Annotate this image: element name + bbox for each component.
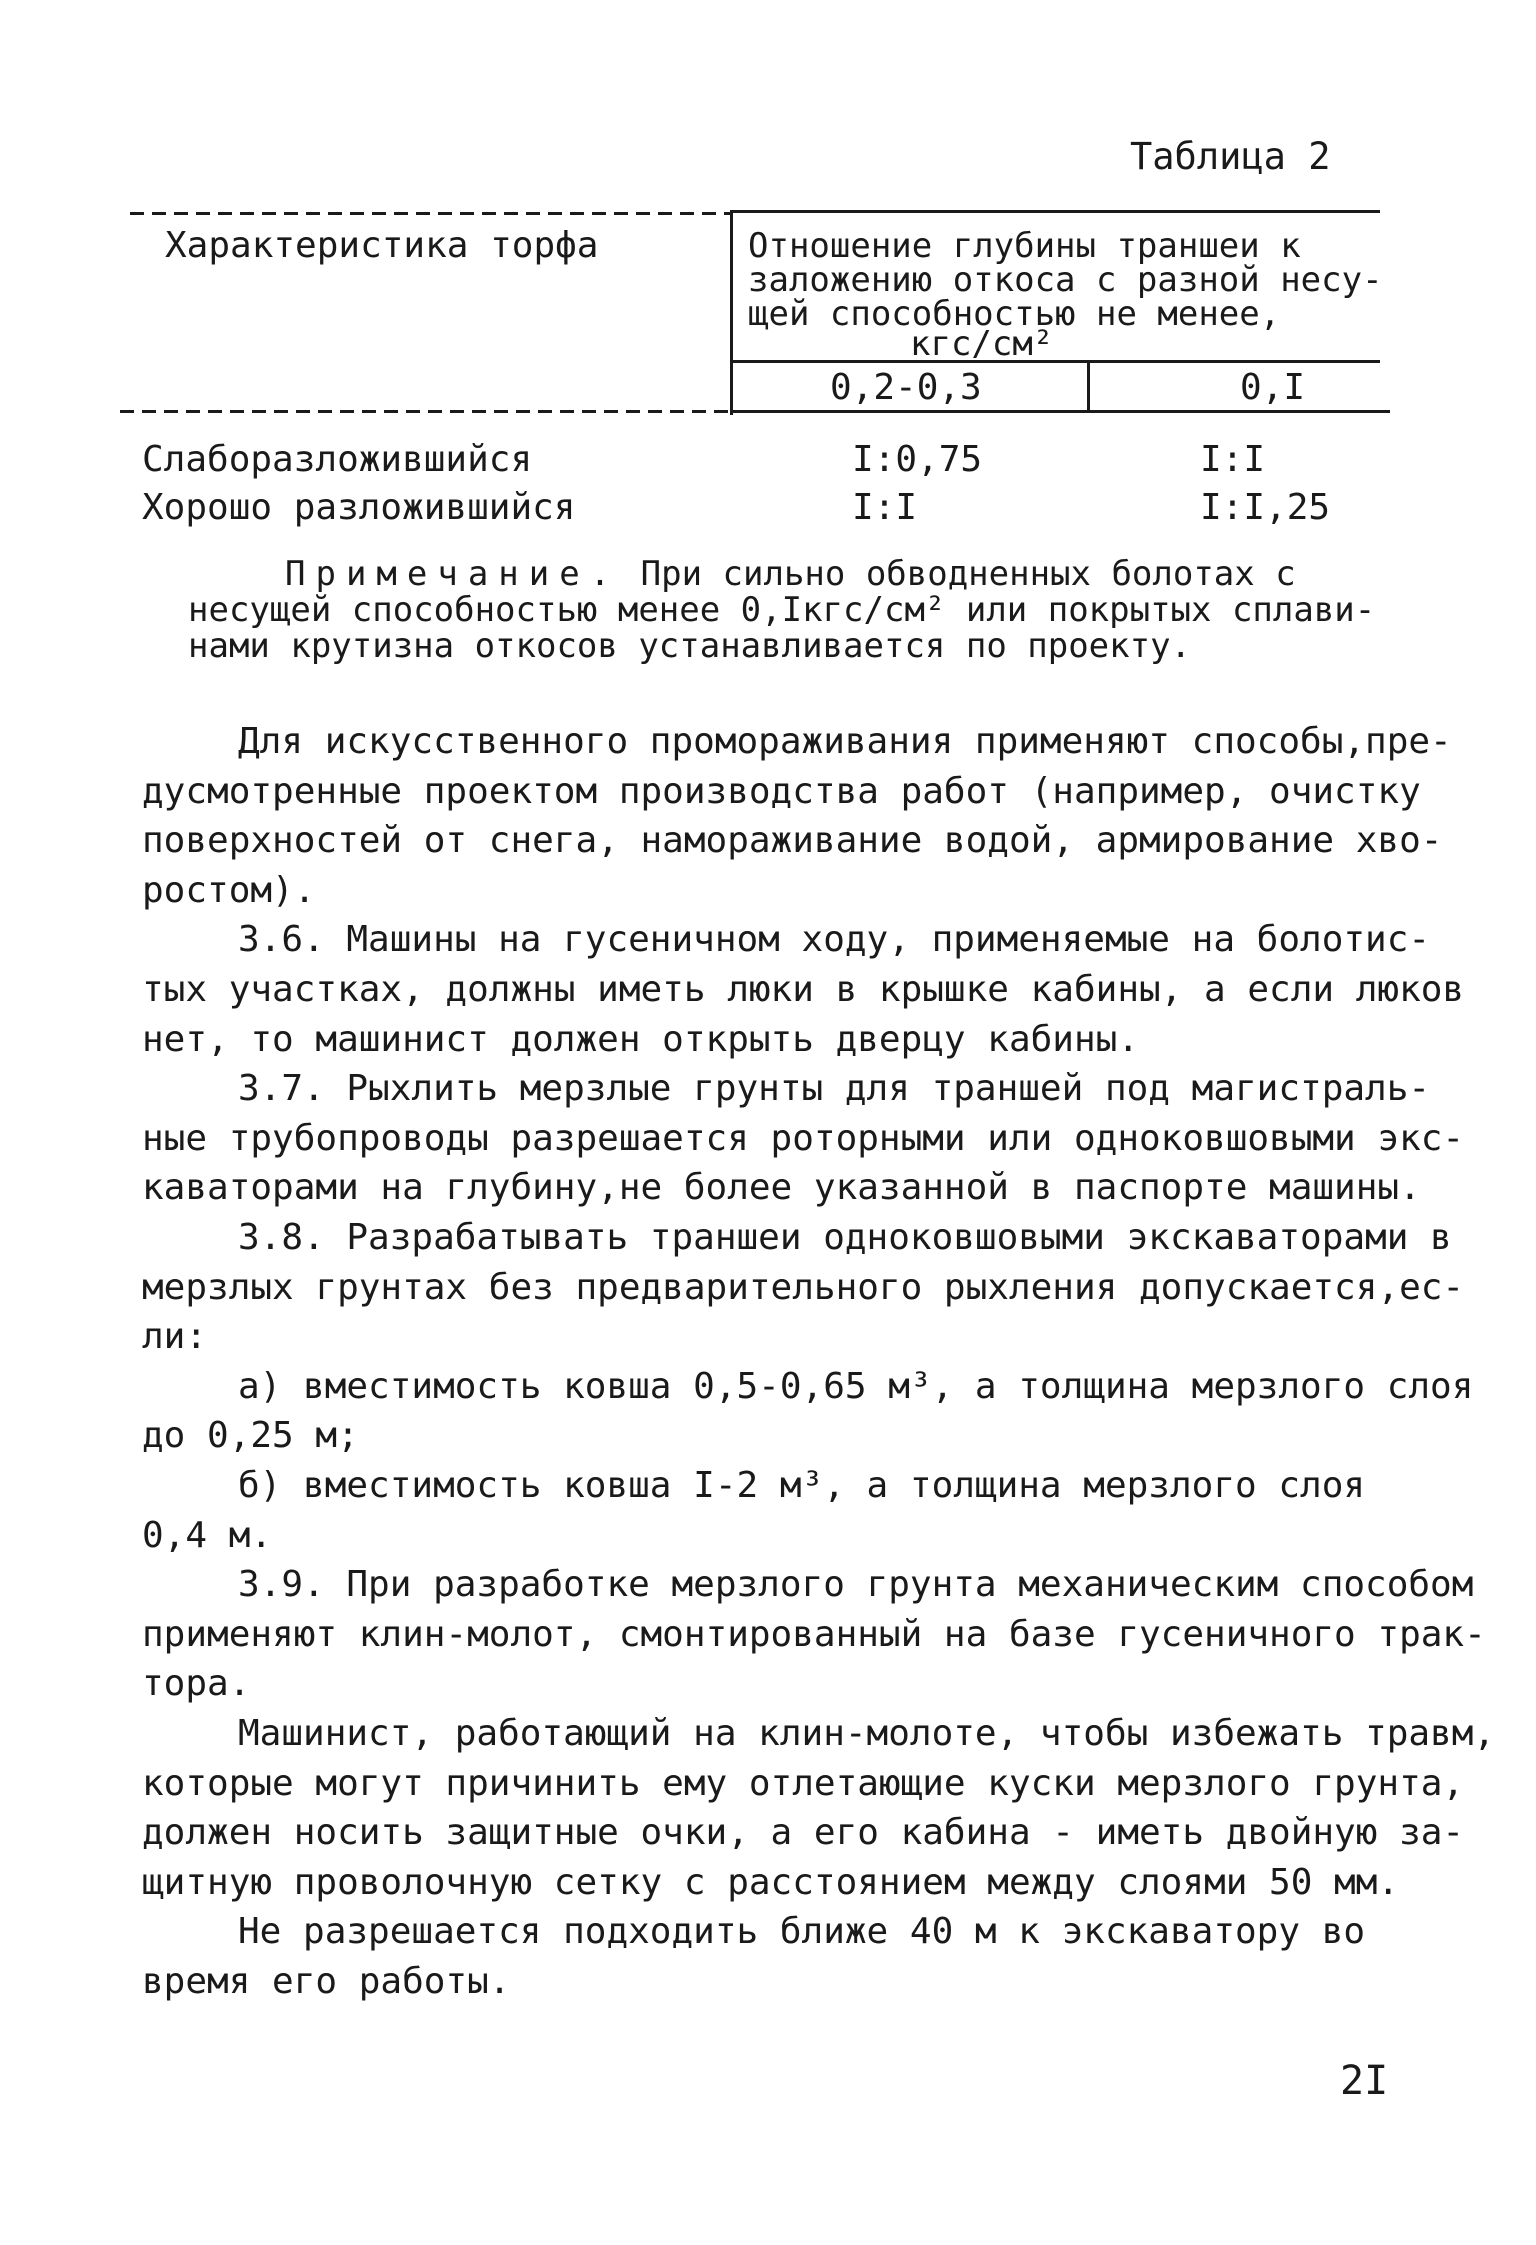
body-line: 3.8. Разрабатывать траншеи одноковшовыми экскаваторами в [238,1217,1452,1258]
page-number: 2I [1340,2058,1389,2104]
table-subheader-1: 0,2-0,3 [830,367,982,408]
table-subheader-rule [730,360,1380,363]
body-line: а) вместимость ковша 0,5-0,65 м³, а толщина мерзлого слоя [238,1366,1474,1407]
body-line: Машинист, работающий на клин-молоте, чтобы избежать травм, [238,1713,1496,1754]
body-line: дусмотренные проектом производства работ (например, очистку [142,771,1421,812]
body-line: 3.7. Рыхлить мерзлые грунты для траншей под магистраль- [238,1068,1431,1109]
body-line: нет, то машинист должен открыть дверцу кабины. [142,1019,1139,1060]
body-line: которые могут причинить ему отлетающие куски мерзлого грунта, [142,1763,1465,1804]
body-line: щитную проволочную сетку с расстоянием между слоями 50 мм. [142,1862,1400,1903]
table-row-2-value-2: I:I,25 [1200,487,1331,528]
body-line: тых участках, должны иметь люки в крышке кабины, а если люков [142,969,1465,1010]
body-line: поверхностей от снега, намораживание водой, армирование хво- [142,820,1443,861]
table-header-ratio-unit: кгс/см² [910,324,1054,364]
note-block [285,556,1296,592]
body-line: Не разрешается подходить ближе 40 м к экскаватору во [238,1911,1366,1952]
table-header-bottom-rule-left [120,410,730,413]
body-line: 3.9. При разработке мерзлого грунта механическим способом [238,1564,1474,1605]
body-line: должен носить защитные очки, а его кабина - иметь двойную за- [142,1812,1465,1853]
table-row-1-value-1: I:0,75 [852,439,983,480]
table-subheader-2: 0,I [1240,367,1306,408]
table-top-rule-right [730,210,1380,213]
table-header-characteristic: Характеристика торфа [165,225,599,266]
body-line: время его работы. [142,1961,511,2002]
table-row-1-label: Слаборазложившийся [142,439,533,480]
body-line: до 0,25 м; [142,1415,359,1456]
body-line: ли: [142,1316,208,1357]
table-column-divider [730,210,733,415]
table-header-ratio-line-1: Отношение глубины траншеи к [748,226,1301,266]
body-line: 3.6. Машины на гусеничном ходу, применяемые на болотис- [238,919,1431,960]
body-line: тора. [142,1663,251,1704]
body-line: б) вместимость ковша I-2 м³, а толщина мерзлого слоя [238,1465,1366,1506]
body-line: ростом). [142,870,316,911]
note-line-2: несущей способностью менее 0,Iкгс/см² или покрытых сплави- [188,590,1376,630]
body-line: 0,4 м. [142,1515,273,1556]
table-row-1-value-2: I:I [1200,439,1266,480]
note-line-1: При сильно обводненных болотах с [640,554,1296,594]
table-top-rule-left [130,212,730,215]
body-line: каваторами на глубину,не более указанной в паспорте машины. [142,1167,1421,1208]
body-line: ные трубопроводы разрешается роторными или одноковшовыми экс- [142,1118,1465,1159]
body-line: Для искусственного промораживания применяют способы,пре- [238,721,1452,762]
table-row-2-label: Хорошо разложившийся [142,487,576,528]
note-label: Примечание. [285,554,621,594]
note-line-3: нами крутизна откосов устанавливается по проекту. [188,626,1192,666]
table-row-2-value-1: I:I [852,487,918,528]
body-line: применяют клин-молот, смонтированный на базе гусеничного трак- [142,1614,1486,1655]
table-header-ratio-line-3: щей способностью не менее, [748,294,1281,334]
table-caption: Таблица 2 [1130,135,1331,178]
table-subcolumn-divider [1087,362,1090,412]
body-line: мерзлых грунтах без предварительного рыхления допускается,ес- [142,1267,1465,1308]
table-header-ratio-line-2: заложению откоса с разной несу- [748,260,1383,300]
